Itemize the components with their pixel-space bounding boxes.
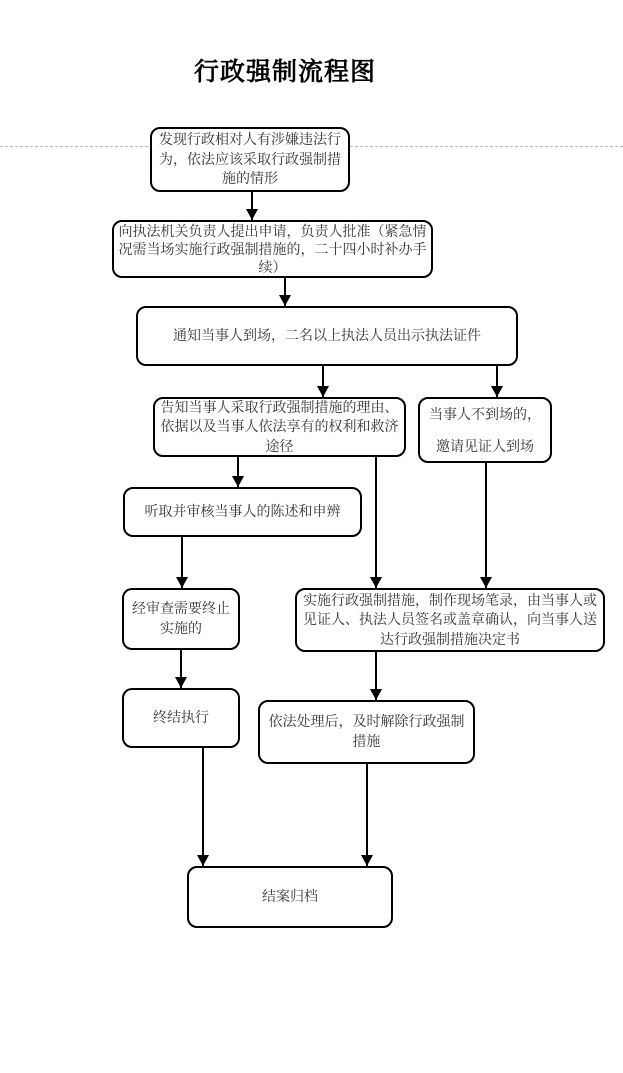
node-discover-label: 发现行政相对人有涉嫌违法行为，依法应该采取行政强制措施的情形 bbox=[159, 130, 341, 187]
node-inform-label: 告知当事人采取行政强制措施的理由、依据以及当事人依法享有的权利和救济途径 bbox=[160, 399, 399, 454]
node-archive-label: 结案归档 bbox=[262, 888, 318, 905]
node-implement-label: 实施行政强制措施，制作现场笔录，由当事人或见证人、执法人员签名或盖章确认，向当事人送达行政强制措施决定书 bbox=[303, 592, 597, 647]
node-witness-label: 当事人不到场的，邀请见证人到场 bbox=[429, 405, 541, 454]
arrow-remove-measures-to-archive bbox=[366, 764, 368, 866]
node-notify bbox=[136, 306, 518, 366]
arrow-review-terminate-to-terminate-exec bbox=[180, 650, 182, 688]
arrow-implement-to-remove-measures bbox=[375, 652, 377, 700]
arrow-inform-to-listen bbox=[237, 457, 239, 487]
page-title: 行政强制流程图 bbox=[193, 58, 376, 86]
arrow-terminate-exec-to-archive bbox=[202, 748, 204, 866]
node-apply-label: 向执法机关负责人提出申请，负责人批准（紧急情况需当场实施行政强制措施的，二十四小时补办手续） bbox=[118, 222, 427, 276]
node-listen bbox=[123, 487, 362, 537]
arrow-apply-to-notify bbox=[284, 278, 286, 306]
node-terminate-exec-label: 终结执行 bbox=[153, 709, 209, 726]
arrow-witness-to-implement bbox=[485, 463, 487, 588]
node-apply bbox=[112, 220, 433, 278]
node-review-terminate-label: 经审查需要终止实施的 bbox=[132, 600, 230, 636]
node-terminate-exec bbox=[122, 688, 240, 748]
arrow-listen-to-review-terminate bbox=[181, 537, 183, 588]
node-notify-label: 通知当事人到场，二名以上执法人员出示执法证件 bbox=[173, 327, 481, 344]
node-review-terminate bbox=[122, 588, 240, 650]
node-implement bbox=[295, 588, 605, 652]
arrow-notify-to-witness bbox=[496, 366, 498, 397]
node-discover bbox=[150, 127, 350, 192]
node-remove-measures bbox=[258, 700, 475, 764]
node-listen-label: 听取并审核当事人的陈述和申辨 bbox=[144, 503, 341, 520]
arrow-notify-to-inform bbox=[322, 366, 324, 397]
arrow-discover-to-apply bbox=[251, 192, 253, 220]
arrow-inform-to-implement bbox=[375, 457, 377, 588]
node-inform bbox=[153, 397, 406, 457]
node-remove-measures-label: 依法处理后，及时解除行政强制措施 bbox=[268, 713, 465, 749]
node-archive bbox=[187, 866, 393, 928]
node-witness bbox=[418, 397, 552, 463]
